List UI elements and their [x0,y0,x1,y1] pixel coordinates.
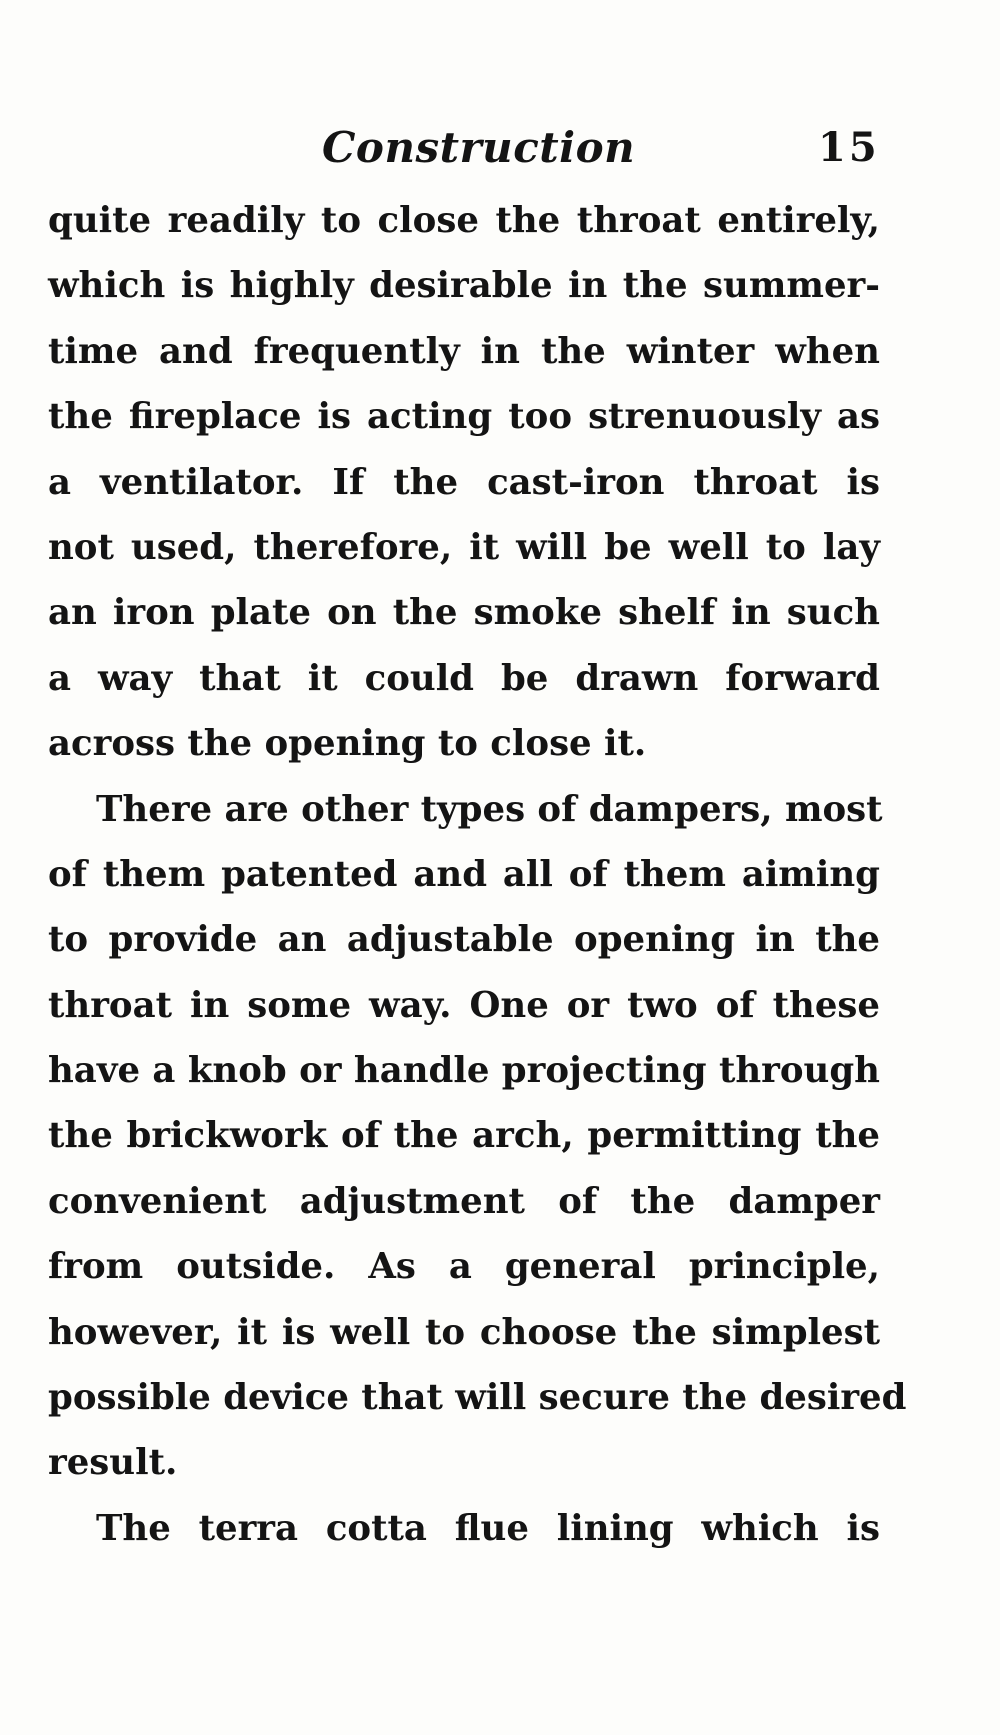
text-line: have a knob or handle projecting through [48,1050,880,1092]
text-line: time and frequently in the winter when [48,330,880,372]
text-line: The terra cotta flue lining which is [96,1507,880,1549]
text-line: the brickwork of the arch, permitting the [48,1115,880,1157]
text-line: from outside. As a general principle, [48,1246,880,1288]
running-title: Construction [322,123,636,172]
text-line: not used, therefore, it will be well to lay [48,526,880,568]
body-text [48,188,907,1561]
text-line: a ventilator. If the cast-iron throat is [48,461,880,503]
text-line: quite readily to close the throat entirely, [48,200,880,241]
paragraph-1 [48,188,880,777]
text-line: There are other types of dampers, most [96,788,883,830]
text-line: result. [48,1442,178,1484]
text-line: a way that it could be drawn forward [48,657,880,699]
text-line: however, it is well to choose the simplest [48,1311,880,1353]
text-line: which is highly desirable in the summer- [48,265,880,307]
text-line: throat in some way. One or two of these [48,984,880,1026]
text-line: the fireplace is acting too strenuously as [48,396,880,438]
text-line: convenient adjustment of the damper [48,1180,880,1222]
text-line: possible device that will secure the desired [48,1377,907,1419]
paragraph-2 [48,777,907,1496]
text-line: of them patented and all of them aiming [48,853,880,895]
paragraph-3 [48,1496,880,1561]
page-number: 15 [818,124,880,171]
text-line: an iron plate on the smoke shelf in such [48,592,880,634]
text-line: to provide an adjustable opening in the [48,919,880,961]
text-line: across the opening to close it. [48,723,647,765]
running-head [0,118,1000,178]
